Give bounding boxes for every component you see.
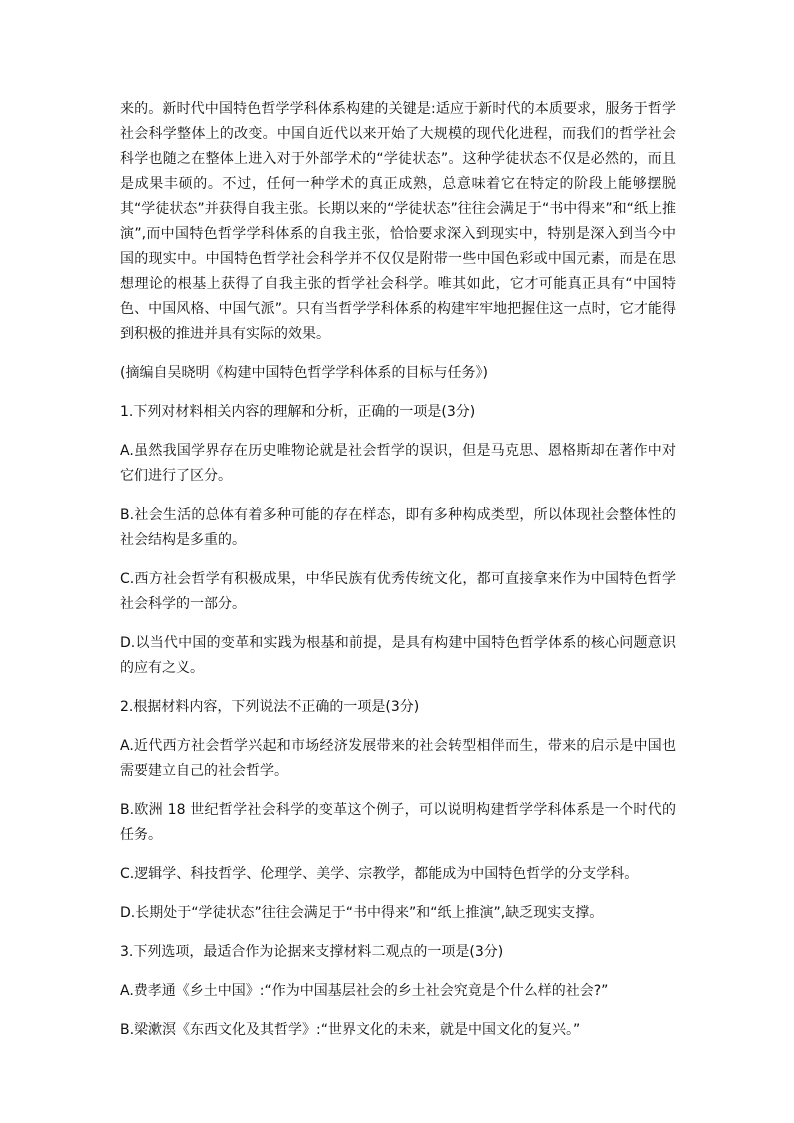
question-2-stem: 2.根据材料内容，下列说法不正确的一项是(3分) bbox=[120, 699, 420, 715]
document-page bbox=[120, 97, 676, 1043]
question-2-option-a: A.近代西方社会哲学兴起和市场经济发展带来的社会转型相伴而生，带来的启示是中国也需要建立自己的社会哲学。 bbox=[120, 738, 676, 779]
question-2-option-c: C.逻辑学、科技哲学、伦理学、美学、宗教学，都能成为中国特色哲学的分支学科。 bbox=[120, 866, 639, 882]
question-2-option-b: B.欧洲 18 世纪哲学社会科学的变革这个例子，可以说明构建哲学学科体系是一个时代的任务。 bbox=[120, 802, 676, 843]
question-1-stem: 1.下列对材料相关内容的理解和分析，正确的一项是(3分) bbox=[120, 404, 476, 420]
question-1-option-a: A.虽然我国学界存在历史唯物论就是社会哲学的误识，但是马克思、恩格斯却在著作中对它们进行了区分。 bbox=[120, 443, 676, 484]
question-1-option-c: C.西方社会哲学有积极成果，中华民族有优秀传统文化，都可直接拿来作为中国特色哲学社会科学的一部分。 bbox=[120, 571, 676, 612]
question-1-option-d: D.以当代中国的变革和实践为根基和前提，是具有构建中国特色哲学体系的核心问题意识的应有之义。 bbox=[120, 635, 676, 676]
question-3-option-a: A.费孝通《乡土中国》:“作为中国基层社会的乡土社会究竟是个什么样的社会?” bbox=[120, 983, 609, 999]
intro-paragraph: 来的。新时代中国特色哲学学科体系构建的关键是:适应于新时代的本质要求，服务于哲学社会科学整体上的改变。中国自近代以来开始了大规模的现代化进程，而我们的哲学社会科学也随之在整体上进入对于外部学术的“学徒状态”。这种学徒状态不仅是必然的，而且是成果丰硕的。不过，任何一种学术的真正成熟，总意味着它在特定的阶段上能够摆脱其“学徒状态”并获得自我主张。长期以来的“学徒状态”往往会满足于“书中得来”和“纸上推演”,而中国特色哲学学科体系的自我主张，恰恰要求深入到现实中，特别是深入到当今中国的现实中。中国特色哲学社会科学并不仅仅是附带一些中国色彩或中国元素，而是在思想理论的根基上获得了自我主张的哲学社会科学。唯其如此，它才可能真正具有“中国特色、中国风格、中国气派”。只有当哲学学科体系的构建牢牢地把握住这一点时，它才能得到积极的推进并具有实际的效果。 bbox=[120, 101, 676, 342]
question-1-option-b: B.社会生活的总体有着多种可能的存在样态，即有多种构成类型，所以体现社会整体性的社会结构是多重的。 bbox=[120, 507, 676, 548]
question-3-option-b: B.梁漱溟《东西文化及其哲学》:“世界文化的未来，就是中国文化的复兴。” bbox=[120, 1022, 581, 1038]
question-2-option-d: D.长期处于“学徒状态”往往会满足于“书中得来”和“纸上推演”,缺乏现实支撑。 bbox=[120, 905, 604, 921]
question-3-stem: 3.下列选项，最适合作为论据来支撑材料二观点的一项是(3分) bbox=[120, 944, 504, 960]
source-citation: (摘编自吴晓明《构建中国特色哲学学科体系的目标与任务》) bbox=[120, 365, 488, 381]
